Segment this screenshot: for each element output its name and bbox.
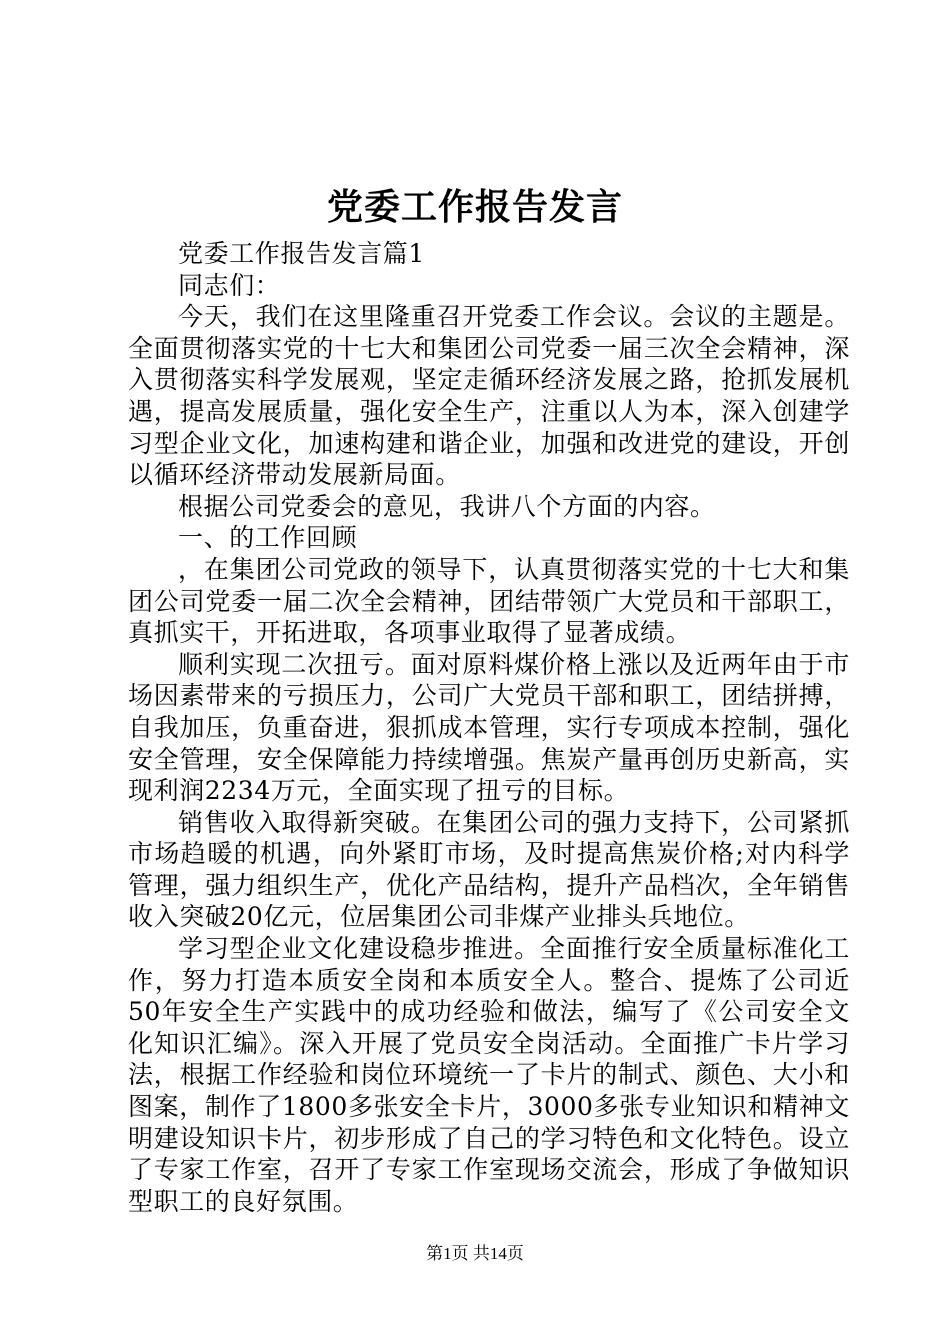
section-heading: 党委工作报告发言篇1 bbox=[178, 239, 425, 268]
paragraph: 销售收入取得新突破。在集团公司的强力支持下，公司紧抓市场趋暖的机遇，向外紧盯市场，及时提高焦炭价格;对内科学管理，强力组织生产，优化产品结构，提升产品档次，全年销售收入突破20亿元，位居集团公司非煤产业排头兵地位。 bbox=[128, 807, 850, 932]
subsection-heading: 一、的工作回顾 bbox=[178, 523, 358, 553]
paragraph: 今天，我们在这里隆重召开党委工作会议。会议的主题是。全面贯彻落实党的十七大和集团公司党委一届三次全会精神，深入贯彻落实科学发展观，坚定走循环经济发展之路，抢抓发展机遇，提高发展质量，强化安全生产，注重以人为本，深入创建学习型企业文化，加速构建和谐企业，加强和改进党的建设，开创以循环经济带动发展新局面。 bbox=[128, 302, 850, 490]
document-title: 党委工作报告发言 bbox=[326, 186, 623, 228]
page-footer: 第1页 共14页 bbox=[426, 1244, 524, 1263]
salutation: 同志们： bbox=[178, 270, 281, 300]
paragraph: 顺利实现二次扭亏。面对原料煤价格上涨以及近两年由于市场因素带来的亏损压力，公司广大党员干部和职工，团结拼搏，自我加压，负重奋进，狠抓成本管理，实行专项成本控制，强化安全管理，安全保障能力持续增强。焦炭产量再创历史新高，实现利润2234万元，全面实现了扭亏的目标。 bbox=[128, 649, 850, 806]
paragraph: 学习型企业文化建设稳步推进。全面推行安全质量标准化工作，努力打造本质安全岗和本质安全人。整合、提炼了公司近50年安全生产实践中的成功经验和做法，编写了《公司安全文化知识汇编》。深入开展了党员安全岗活动。全面推广卡片学习法，根据工作经验和岗位环境统一了卡片的制式、颜色、大小和图案，制作了1800多张安全卡片，3000多张专业知识和精神文明建设知识卡片，初步形成了自己的学习特色和文化特色。设立了专家工作室，召开了专家工作室现场交流会，形成了争做知识型职工的良好氛围。 bbox=[128, 934, 850, 1216]
document-body bbox=[128, 238, 850, 1217]
paragraph: ，在集团公司党政的领导下，认真贯彻落实党的十七大和集团公司党委一届二次全会精神，团结带领广大党员和干部职工，真抓实干，开拓进取，各项事业取得了显著成绩。 bbox=[128, 554, 850, 648]
paragraph: 根据公司党委会的意见，我讲八个方面的内容。 bbox=[178, 491, 716, 521]
